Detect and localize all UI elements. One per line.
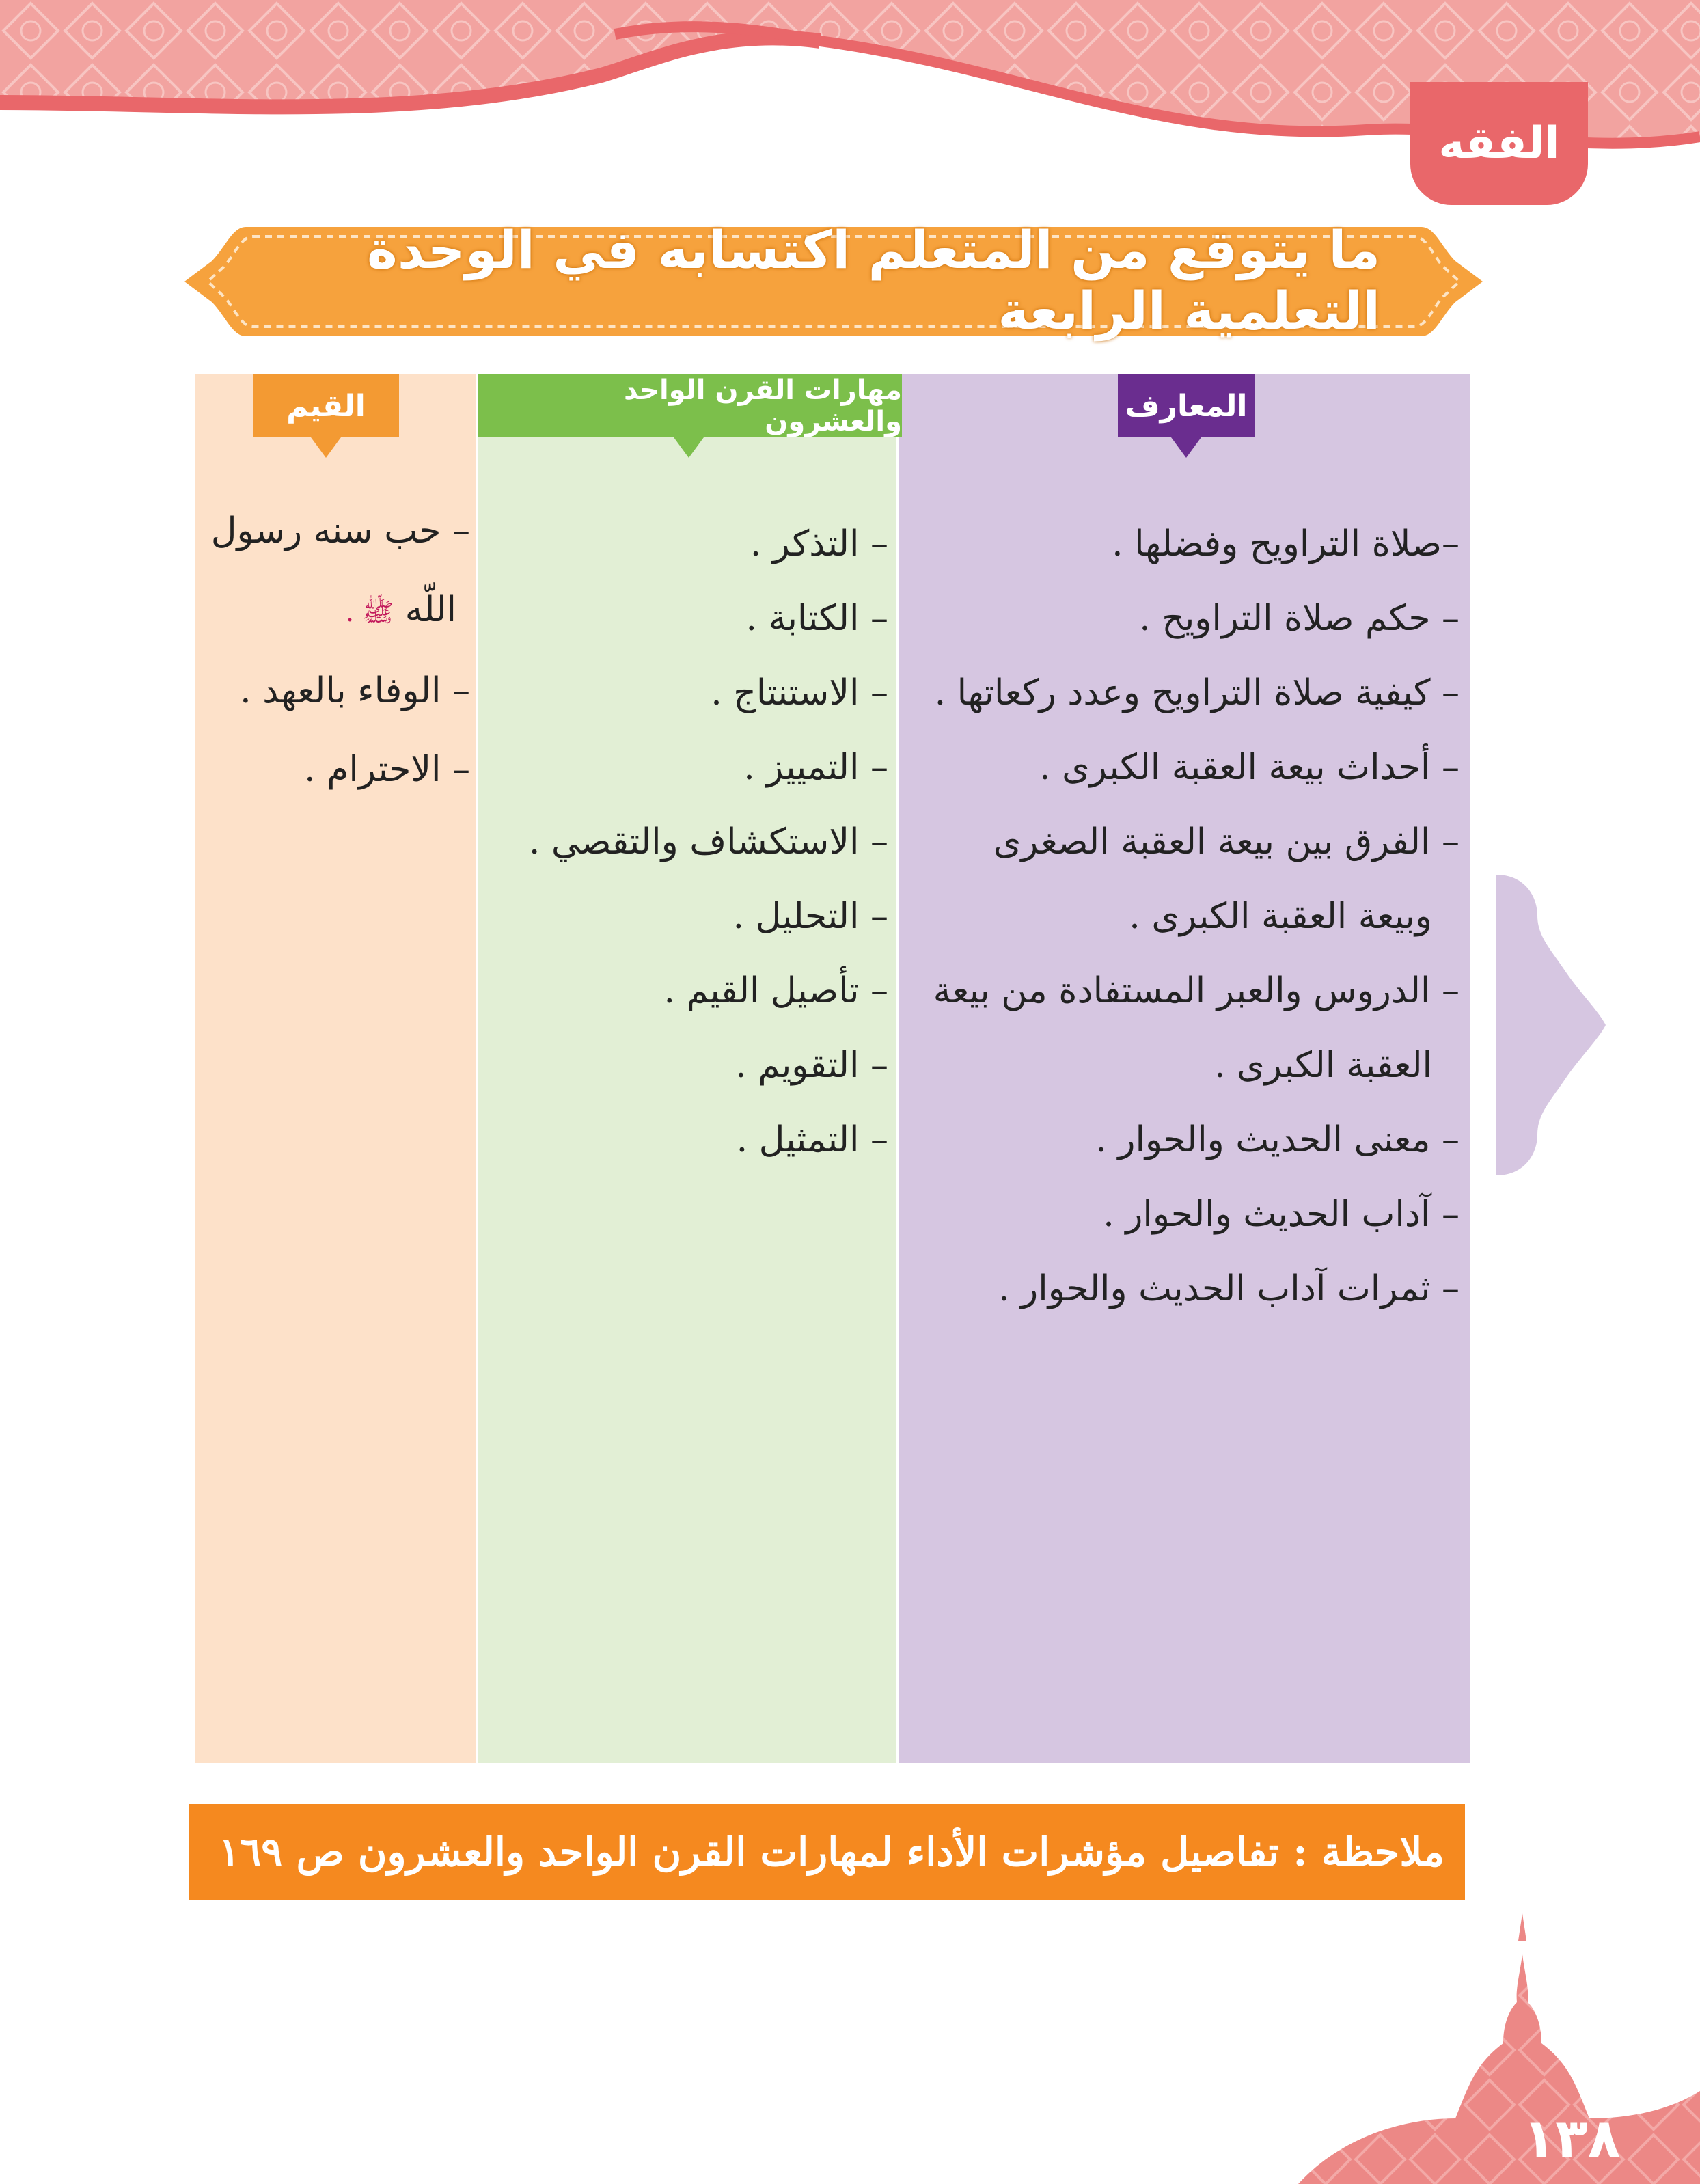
knowledge-list: [913, 507, 1459, 1326]
list-item: – التذكر .: [750, 523, 888, 564]
values-header-notch: [311, 437, 341, 458]
list-item: – الاستنتاج .: [711, 672, 888, 713]
list-item: – الدروس والعبر المستفادة من بيعة: [933, 970, 1459, 1011]
list-item-text: اللّه: [405, 589, 456, 630]
list-item: – التحليل .: [732, 896, 888, 937]
banner-title: ما يتوقع من المتعلم اكتسابه في الوحدة التعلمية الرابعة: [367, 219, 1380, 341]
list-item: – حكم صلاة التراويح .: [1139, 598, 1459, 639]
list-item: وبيعة العقبة الكبرى .: [1129, 896, 1432, 937]
list-item: [202, 571, 470, 652]
subject-tab: [1410, 82, 1588, 205]
list-item: – آداب الحديث والحوار .: [1103, 1194, 1459, 1235]
knowledge-header: [1118, 374, 1255, 437]
knowledge-header-label: المعارف: [1125, 388, 1248, 424]
list-item: – معنى الحديث والحوار .: [1095, 1119, 1459, 1160]
values-header: [253, 374, 399, 437]
list-item: – كيفية صلاة التراويح وعدد ركعاتها .: [934, 672, 1459, 713]
skills-list: [485, 507, 888, 1177]
skills-header-notch: [674, 437, 704, 458]
list-item: – الوفاء بالعهد .: [240, 670, 470, 711]
values-list: [202, 492, 470, 809]
list-item: – التمييز .: [743, 747, 888, 788]
side-decorative-tab: [1496, 875, 1606, 1175]
subject-tab-label: الفقه: [1438, 118, 1560, 169]
list-item: – تأصيل القيم .: [663, 970, 888, 1011]
list-item: – الكتابة .: [745, 598, 888, 639]
list-item: – أحداث بيعة العقبة الكبرى .: [1039, 747, 1459, 788]
list-item: – التمثيل .: [736, 1119, 888, 1160]
list-item: – التقويم .: [735, 1045, 888, 1086]
page-number: ١٣٨: [1522, 2108, 1621, 2170]
pbuh-mark: ﷺ .: [346, 597, 394, 627]
list-item: – الاستكشاف والتقصي .: [528, 821, 888, 862]
list-item: العقبة الكبرى .: [1214, 1045, 1432, 1086]
list-item: – الاحترام .: [304, 749, 470, 790]
knowledge-header-notch: [1171, 437, 1201, 458]
skills-header: [478, 374, 902, 437]
list-item: – الفرق بين بيعة العقبة الصغرى: [993, 821, 1459, 862]
skills-header-label: مهارات القرن الواحد والعشرون: [624, 374, 902, 437]
values-header-label: القيم: [286, 388, 366, 424]
list-item: – حب سنه رسول: [210, 510, 470, 551]
list-item: – ثمرات آداب الحديث والحوار .: [998, 1268, 1459, 1309]
note-text: ملاحظة : تفاصيل مؤشرات الأداء لمهارات القرن الواحد والعشرون ص ١٦٩: [218, 1829, 1444, 1875]
note-bar: [189, 1804, 1465, 1900]
list-item: –صلاة التراويح وفضلها .: [1112, 523, 1459, 564]
